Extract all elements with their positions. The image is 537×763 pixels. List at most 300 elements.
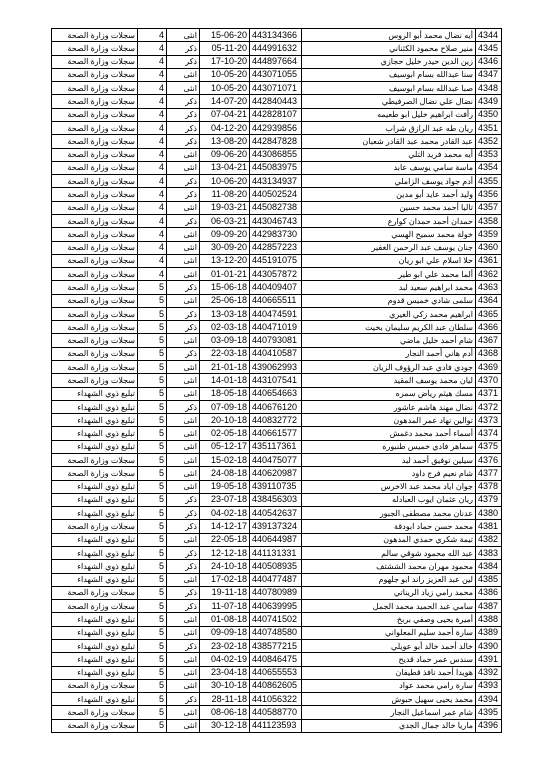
date-cell: 13-12-20 xyxy=(200,254,250,267)
name-cell: شام أحمد خليل ماضي xyxy=(302,334,476,347)
source-cell: سجلات وزارة الصحة xyxy=(52,334,138,347)
table-row xyxy=(52,334,502,347)
id-number-cell: 440477487 xyxy=(250,573,302,586)
id-number-cell: 440741502 xyxy=(250,613,302,626)
table-row xyxy=(52,121,502,134)
serial-number-cell: 4375 xyxy=(476,440,502,453)
date-cell: 30-09-20 xyxy=(200,241,250,254)
id-number-cell: 442857223 xyxy=(250,241,302,254)
gender-cell: انثى xyxy=(167,161,200,174)
source-cell: سجلات وزارة الصحة xyxy=(52,201,138,214)
date-cell: 13-08-20 xyxy=(200,135,250,148)
table-row xyxy=(52,201,502,214)
name-cell: نضال علي نضال الصرفيطي xyxy=(302,95,476,108)
table-row xyxy=(52,214,502,227)
date-cell: 10-06-20 xyxy=(200,175,250,188)
gender-cell: انثى xyxy=(167,573,200,586)
gender-cell: انثى xyxy=(167,454,200,467)
table-row xyxy=(52,82,502,95)
level-cell: 5 xyxy=(138,374,167,387)
source-cell: سجلات وزارة الصحة xyxy=(52,188,138,201)
id-number-cell: 440780989 xyxy=(250,586,302,599)
table-row xyxy=(52,546,502,559)
source-cell: سجلات وزارة الصحة xyxy=(52,135,138,148)
date-cell: 22-05-18 xyxy=(200,533,250,546)
serial-number-cell: 4362 xyxy=(476,268,502,281)
serial-number-cell: 4373 xyxy=(476,414,502,427)
date-cell: 09-09-20 xyxy=(200,228,250,241)
serial-number-cell: 4357 xyxy=(476,201,502,214)
id-number-cell: 440748580 xyxy=(250,626,302,639)
id-number-cell: 440832772 xyxy=(250,414,302,427)
gender-cell: انثى xyxy=(167,241,200,254)
serial-number-cell: 4355 xyxy=(476,175,502,188)
gender-cell: ذكر xyxy=(167,507,200,520)
level-cell: 5 xyxy=(138,719,167,732)
source-cell: سجلات وزارة الصحة xyxy=(52,321,138,334)
name-cell: هويدا أحمد نافذ قطيفان xyxy=(302,666,476,679)
serial-number-cell: 4393 xyxy=(476,679,502,692)
table-row xyxy=(52,135,502,148)
source-cell: تبليغ ذوي الشهداء xyxy=(52,639,138,652)
source-cell: سجلات وزارة الصحة xyxy=(52,347,138,360)
source-cell: سجلات وزارة الصحة xyxy=(52,294,138,307)
date-cell: 17-02-18 xyxy=(200,573,250,586)
gender-cell: ذكر xyxy=(167,600,200,613)
id-number-cell: 444991632 xyxy=(250,42,302,55)
source-cell: سجلات وزارة الصحة xyxy=(52,68,138,81)
gender-cell: ذكر xyxy=(167,493,200,506)
table-row xyxy=(52,653,502,666)
name-cell: ألما محمد علي ابو طير xyxy=(302,268,476,281)
date-cell: 23-02-18 xyxy=(200,639,250,652)
serial-number-cell: 4364 xyxy=(476,294,502,307)
table-row xyxy=(52,480,502,493)
name-cell: أدم جواد يوسف الزاملي xyxy=(302,175,476,188)
serial-number-cell: 4371 xyxy=(476,387,502,400)
name-cell: خالد أحمد خالد أبو عويلي xyxy=(302,639,476,652)
name-cell: محمد يحيى سهيل حبوش xyxy=(302,693,476,706)
date-cell: 30-10-18 xyxy=(200,679,250,692)
date-cell: 19-03-21 xyxy=(200,201,250,214)
level-cell: 4 xyxy=(138,108,167,121)
source-cell: سجلات وزارة الصحة xyxy=(52,719,138,732)
source-cell: تبليغ ذوي الشهداء xyxy=(52,493,138,506)
level-cell: 5 xyxy=(138,467,167,480)
source-cell: سجلات وزارة الصحة xyxy=(52,467,138,480)
name-cell: تاليا أحمد محمد حسين xyxy=(302,201,476,214)
id-number-cell: 440665511 xyxy=(250,294,302,307)
source-cell: سجلات وزارة الصحة xyxy=(52,586,138,599)
serial-number-cell: 4344 xyxy=(476,29,502,42)
level-cell: 5 xyxy=(138,560,167,573)
serial-number-cell: 4346 xyxy=(476,55,502,68)
table-row xyxy=(52,148,502,161)
date-cell: 19-05-18 xyxy=(200,480,250,493)
source-cell: سجلات وزارة الصحة xyxy=(52,108,138,121)
date-cell: 15-06-18 xyxy=(200,281,250,294)
source-cell: سجلات وزارة الصحة xyxy=(52,254,138,267)
gender-cell: ذكر xyxy=(167,400,200,413)
source-cell: سجلات وزارة الصحة xyxy=(52,241,138,254)
level-cell: 5 xyxy=(138,281,167,294)
id-number-cell: 439137324 xyxy=(250,520,302,533)
table-row xyxy=(52,706,502,719)
level-cell: 5 xyxy=(138,493,167,506)
source-cell: تبليغ ذوي الشهداء xyxy=(52,666,138,679)
id-number-cell: 441131331 xyxy=(250,546,302,559)
id-number-cell: 440620987 xyxy=(250,467,302,480)
name-cell: سنا عبدالله بسام ابوسيف xyxy=(302,68,476,81)
gender-cell: انثى xyxy=(167,653,200,666)
source-cell: تبليغ ذوي الشهداء xyxy=(52,440,138,453)
source-cell: سجلات وزارة الصحة xyxy=(52,520,138,533)
name-cell: حلا اسلام علي ابو ريان xyxy=(302,254,476,267)
serial-number-cell: 4348 xyxy=(476,82,502,95)
name-cell: سلطان عبد الكريم سليمان بخيت xyxy=(302,321,476,334)
table-row xyxy=(52,533,502,546)
id-number-cell: 440502524 xyxy=(250,188,302,201)
id-number-cell: 435117361 xyxy=(250,440,302,453)
level-cell: 4 xyxy=(138,68,167,81)
id-number-cell: 440793081 xyxy=(250,334,302,347)
table-row xyxy=(52,241,502,254)
table-row xyxy=(52,427,502,440)
serial-number-cell: 4389 xyxy=(476,626,502,639)
source-cell: سجلات وزارة الصحة xyxy=(52,228,138,241)
date-cell: 30-12-18 xyxy=(200,719,250,732)
name-cell: ابراهيم محمد زكي الغيري xyxy=(302,307,476,320)
level-cell: 5 xyxy=(138,480,167,493)
date-cell: 10-05-20 xyxy=(200,68,250,81)
name-cell: زين الدين حيدر خليل حجازي xyxy=(302,55,476,68)
level-cell: 5 xyxy=(138,307,167,320)
table-row xyxy=(52,666,502,679)
name-cell: محمد حسن حماد ابودقة xyxy=(302,520,476,533)
name-cell: توالين نهاد عمر المدهون xyxy=(302,414,476,427)
name-cell: وليد أحمد عايد أبو مدين xyxy=(302,188,476,201)
name-cell: سامي عبد الحميد محمد الجمل xyxy=(302,600,476,613)
gender-cell: ذكر xyxy=(167,546,200,559)
name-cell: حمدان أحمد حمدان كوارع xyxy=(302,214,476,227)
name-cell: جوان اياد محمد عبد الاخرس xyxy=(302,480,476,493)
id-number-cell: 445083975 xyxy=(250,161,302,174)
level-cell: 5 xyxy=(138,639,167,652)
name-cell: سيلين توفيق أحمد لبد xyxy=(302,454,476,467)
date-cell: 07-09-18 xyxy=(200,400,250,413)
gender-cell: انثى xyxy=(167,68,200,81)
table-row xyxy=(52,440,502,453)
source-cell: تبليغ ذوي الشهداء xyxy=(52,653,138,666)
date-cell: 06-03-21 xyxy=(200,214,250,227)
gender-cell: انثى xyxy=(167,414,200,427)
level-cell: 5 xyxy=(138,520,167,533)
table-row xyxy=(52,188,502,201)
id-number-cell: 440639995 xyxy=(250,600,302,613)
level-cell: 4 xyxy=(138,241,167,254)
date-cell: 04-12-20 xyxy=(200,121,250,134)
source-cell: سجلات وزارة الصحة xyxy=(52,600,138,613)
level-cell: 5 xyxy=(138,440,167,453)
id-number-cell: 440471019 xyxy=(250,321,302,334)
name-cell: سندس عمر حماد قديح xyxy=(302,653,476,666)
gender-cell: ذكر xyxy=(167,55,200,68)
gender-cell: ذكر xyxy=(167,175,200,188)
serial-number-cell: 4384 xyxy=(476,560,502,573)
source-cell: سجلات وزارة الصحة xyxy=(52,706,138,719)
name-cell: لين عبد العزيز راند ابو جلهوم xyxy=(302,573,476,586)
date-cell: 13-03-18 xyxy=(200,307,250,320)
table-row xyxy=(52,719,502,732)
gender-cell: انثى xyxy=(167,440,200,453)
serial-number-cell: 4352 xyxy=(476,135,502,148)
serial-number-cell: 4368 xyxy=(476,347,502,360)
date-cell: 09-09-18 xyxy=(200,626,250,639)
source-cell: سجلات وزارة الصحة xyxy=(52,42,138,55)
level-cell: 5 xyxy=(138,600,167,613)
gender-cell: ذكر xyxy=(167,307,200,320)
level-cell: 4 xyxy=(138,82,167,95)
serial-number-cell: 4394 xyxy=(476,693,502,706)
gender-cell: ذكر xyxy=(167,188,200,201)
gender-cell: ذكر xyxy=(167,42,200,55)
serial-number-cell: 4349 xyxy=(476,95,502,108)
id-number-cell: 438456303 xyxy=(250,493,302,506)
level-cell: 5 xyxy=(138,454,167,467)
serial-number-cell: 4395 xyxy=(476,706,502,719)
table-row xyxy=(52,573,502,586)
level-cell: 5 xyxy=(138,414,167,427)
table-row xyxy=(52,679,502,692)
gender-cell: انثى xyxy=(167,374,200,387)
id-number-cell: 440676120 xyxy=(250,400,302,413)
table-row xyxy=(52,347,502,360)
source-cell: تبليغ ذوي الشهداء xyxy=(52,533,138,546)
table-row xyxy=(52,29,502,42)
serial-number-cell: 4369 xyxy=(476,361,502,374)
name-cell: سماهر فادي خميس طنبوره xyxy=(302,440,476,453)
records-table xyxy=(51,28,502,733)
table-row xyxy=(52,639,502,652)
records-table-body xyxy=(52,29,502,733)
table-row xyxy=(52,387,502,400)
date-cell: 24-08-18 xyxy=(200,467,250,480)
level-cell: 4 xyxy=(138,121,167,134)
gender-cell: انثى xyxy=(167,82,200,95)
gender-cell: ذكر xyxy=(167,321,200,334)
name-cell: أدم هاني أحمد النجار xyxy=(302,347,476,360)
id-number-cell: 440661577 xyxy=(250,427,302,440)
id-number-cell: 442847828 xyxy=(250,135,302,148)
table-row xyxy=(52,321,502,334)
table-row xyxy=(52,374,502,387)
serial-number-cell: 4378 xyxy=(476,480,502,493)
level-cell: 4 xyxy=(138,188,167,201)
date-cell: 09-06-20 xyxy=(200,148,250,161)
table-row xyxy=(52,268,502,281)
id-number-cell: 440655553 xyxy=(250,666,302,679)
gender-cell: انثى xyxy=(167,719,200,732)
source-cell: سجلات وزارة الصحة xyxy=(52,454,138,467)
serial-number-cell: 4388 xyxy=(476,613,502,626)
source-cell: سجلات وزارة الصحة xyxy=(52,175,138,188)
id-number-cell: 440654663 xyxy=(250,387,302,400)
table-row xyxy=(52,586,502,599)
source-cell: تبليغ ذوي الشهداء xyxy=(52,546,138,559)
serial-number-cell: 4385 xyxy=(476,573,502,586)
name-cell: ليان محمد يوسف المقيد xyxy=(302,374,476,387)
id-number-cell: 439062993 xyxy=(250,361,302,374)
level-cell: 4 xyxy=(138,175,167,188)
level-cell: 5 xyxy=(138,387,167,400)
level-cell: 4 xyxy=(138,42,167,55)
name-cell: ريان عثمان ايوب العبادله xyxy=(302,493,476,506)
id-number-cell: 440846475 xyxy=(250,653,302,666)
source-cell: سجلات وزارة الصحة xyxy=(52,148,138,161)
source-cell: تبليغ ذوي الشهداء xyxy=(52,507,138,520)
gender-cell: ذكر xyxy=(167,560,200,573)
level-cell: 5 xyxy=(138,347,167,360)
source-cell: تبليغ ذوي الشهداء xyxy=(52,560,138,573)
id-number-cell: 444897664 xyxy=(250,55,302,68)
level-cell: 5 xyxy=(138,666,167,679)
table-row xyxy=(52,161,502,174)
serial-number-cell: 4396 xyxy=(476,719,502,732)
id-number-cell: 443071055 xyxy=(250,68,302,81)
level-cell: 5 xyxy=(138,706,167,719)
source-cell: سجلات وزارة الصحة xyxy=(52,214,138,227)
table-row xyxy=(52,108,502,121)
id-number-cell: 442939856 xyxy=(250,121,302,134)
name-cell: مسك هيثم رياض سمره xyxy=(302,387,476,400)
gender-cell: انثى xyxy=(167,29,200,42)
gender-cell: انثى xyxy=(167,228,200,241)
gender-cell: انثى xyxy=(167,626,200,639)
id-number-cell: 440508935 xyxy=(250,560,302,573)
source-cell: سجلات وزارة الصحة xyxy=(52,307,138,320)
table-row xyxy=(52,493,502,506)
date-cell: 05-11-20 xyxy=(200,42,250,55)
name-cell: أميرة يحيى وصفي بربخ xyxy=(302,613,476,626)
name-cell: محمد رامي زياد الريناتي xyxy=(302,586,476,599)
name-cell: أيه نضال محمد أبو الروس xyxy=(302,29,476,42)
name-cell: سارة أحمد سليم المعلواني xyxy=(302,626,476,639)
table-row xyxy=(52,600,502,613)
date-cell: 11-07-18 xyxy=(200,600,250,613)
level-cell: 4 xyxy=(138,29,167,42)
gender-cell: انثى xyxy=(167,201,200,214)
name-cell: سارة رامي محمد عواد xyxy=(302,679,476,692)
gender-cell: انثى xyxy=(167,613,200,626)
serial-number-cell: 4356 xyxy=(476,188,502,201)
date-cell: 22-03-18 xyxy=(200,347,250,360)
id-number-cell: 438577215 xyxy=(250,639,302,652)
serial-number-cell: 4372 xyxy=(476,400,502,413)
date-cell: 10-05-20 xyxy=(200,82,250,95)
gender-cell: انثى xyxy=(167,334,200,347)
source-cell: سجلات وزارة الصحة xyxy=(52,121,138,134)
gender-cell: انثى xyxy=(167,480,200,493)
table-row xyxy=(52,68,502,81)
name-cell: محمد ابراهيم سعيد لبد xyxy=(302,281,476,294)
serial-number-cell: 4391 xyxy=(476,653,502,666)
name-cell: خولة محمد سميح الهسي xyxy=(302,228,476,241)
id-number-cell: 443134937 xyxy=(250,175,302,188)
id-number-cell: 441056322 xyxy=(250,693,302,706)
serial-number-cell: 4350 xyxy=(476,108,502,121)
source-cell: تبليغ ذوي الشهداء xyxy=(52,573,138,586)
date-cell: 23-07-18 xyxy=(200,493,250,506)
date-cell: 12-12-18 xyxy=(200,546,250,559)
name-cell: ماريا خالد جمال الجدي xyxy=(302,719,476,732)
table-row xyxy=(52,281,502,294)
table-row xyxy=(52,254,502,267)
gender-cell: انثى xyxy=(167,268,200,281)
id-number-cell: 443086855 xyxy=(250,148,302,161)
level-cell: 5 xyxy=(138,653,167,666)
level-cell: 4 xyxy=(138,254,167,267)
serial-number-cell: 4353 xyxy=(476,148,502,161)
table-row xyxy=(52,626,502,639)
date-cell: 11-08-20 xyxy=(200,188,250,201)
name-cell: جودي فادي عبد الرؤوف الزيان xyxy=(302,361,476,374)
table-row xyxy=(52,400,502,413)
gender-cell: ذكر xyxy=(167,347,200,360)
table-row xyxy=(52,693,502,706)
id-number-cell: 440588770 xyxy=(250,706,302,719)
id-number-cell: 443046743 xyxy=(250,214,302,227)
gender-cell: ذكر xyxy=(167,281,200,294)
date-cell: 28-11-18 xyxy=(200,693,250,706)
gender-cell: انثى xyxy=(167,148,200,161)
serial-number-cell: 4358 xyxy=(476,214,502,227)
serial-number-cell: 4374 xyxy=(476,427,502,440)
level-cell: 5 xyxy=(138,334,167,347)
level-cell: 5 xyxy=(138,294,167,307)
source-cell: سجلات وزارة الصحة xyxy=(52,161,138,174)
source-cell: تبليغ ذوي الشهداء xyxy=(52,613,138,626)
source-cell: سجلات وزارة الصحة xyxy=(52,82,138,95)
date-cell: 18-05-18 xyxy=(200,387,250,400)
table-row xyxy=(52,228,502,241)
level-cell: 4 xyxy=(138,135,167,148)
date-cell: 04-02-18 xyxy=(200,507,250,520)
id-number-cell: 441123593 xyxy=(250,719,302,732)
name-cell: عبد الله محمود شوقي سالم xyxy=(302,546,476,559)
name-cell: ريان طه عبد الرازق شراب xyxy=(302,121,476,134)
id-number-cell: 440542637 xyxy=(250,507,302,520)
level-cell: 5 xyxy=(138,586,167,599)
id-number-cell: 440410587 xyxy=(250,347,302,360)
id-number-cell: 439110735 xyxy=(250,480,302,493)
gender-cell: انثى xyxy=(167,679,200,692)
source-cell: سجلات وزارة الصحة xyxy=(52,281,138,294)
date-cell: 02-03-18 xyxy=(200,321,250,334)
source-cell: تبليغ ذوي الشهداء xyxy=(52,400,138,413)
source-cell: تبليغ ذوي الشهداء xyxy=(52,414,138,427)
gender-cell: انثى xyxy=(167,706,200,719)
gender-cell: انثى xyxy=(167,361,200,374)
date-cell: 15-02-18 xyxy=(200,454,250,467)
source-cell: سجلات وزارة الصحة xyxy=(52,55,138,68)
date-cell: 13-04-21 xyxy=(200,161,250,174)
level-cell: 5 xyxy=(138,361,167,374)
level-cell: 4 xyxy=(138,214,167,227)
date-cell: 04-02-19 xyxy=(200,653,250,666)
date-cell: 14-07-20 xyxy=(200,95,250,108)
source-cell: سجلات وزارة الصحة xyxy=(52,95,138,108)
name-cell: أسماء أحمد محمد دغمش xyxy=(302,427,476,440)
